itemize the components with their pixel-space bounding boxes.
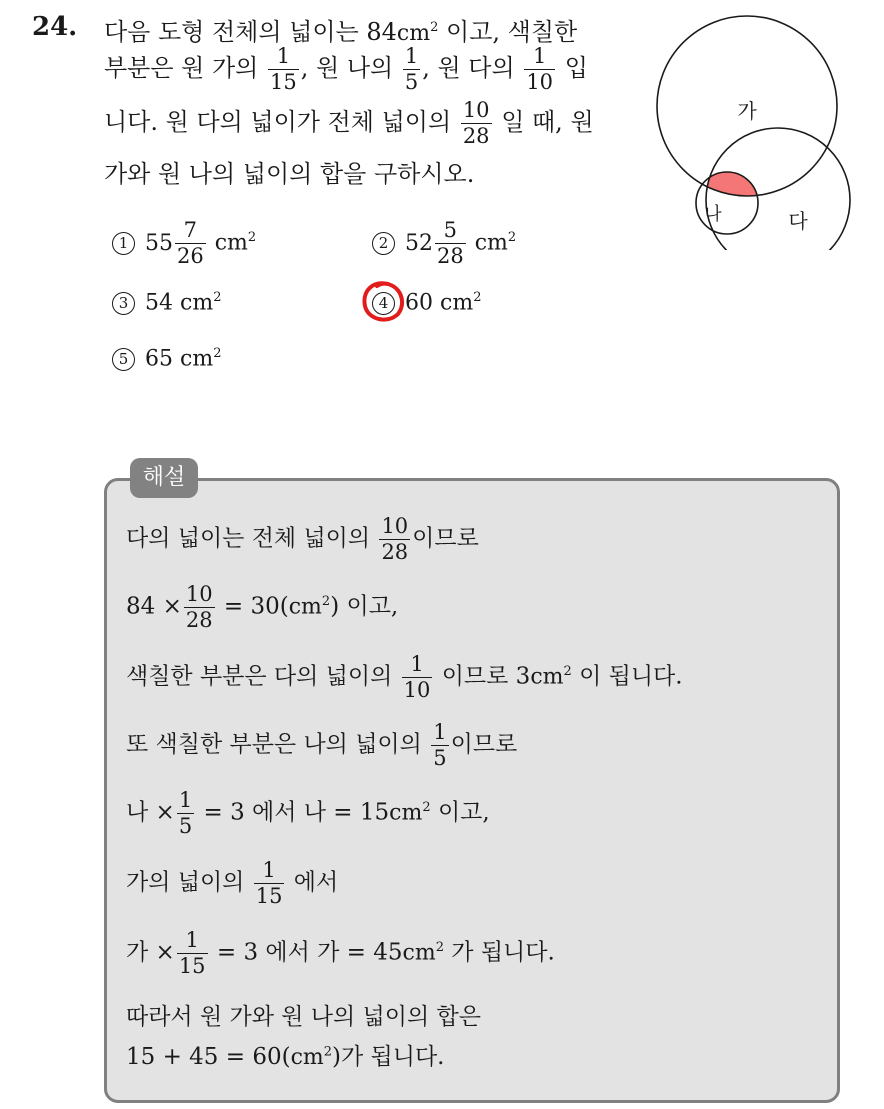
numerator: 1 xyxy=(402,654,433,678)
question-text: , 원 다의 xyxy=(422,54,515,82)
option-fraction xyxy=(435,220,466,267)
unit-exponent: 2 xyxy=(430,20,439,35)
solution-text: 이 됩니다. xyxy=(579,663,683,690)
question-text: 이고, 색칠한 xyxy=(446,18,578,46)
unit: cm xyxy=(402,940,436,966)
option-whole: 55 xyxy=(145,231,173,256)
option-2[interactable] xyxy=(372,220,516,267)
solution-text: = 3 에서 가 = 45 xyxy=(216,939,403,966)
solution-text: 다의 넓이는 전체 넓이의 xyxy=(126,525,371,552)
unit-exponent: 2 xyxy=(563,663,572,679)
question-text: , 원 나의 xyxy=(300,54,394,82)
numerator: 10 xyxy=(381,514,409,538)
fraction-da xyxy=(524,46,555,93)
unit-exponent: 2 xyxy=(323,1044,333,1060)
solution-text: 이므로 3 xyxy=(441,663,531,690)
solution-line-2 xyxy=(126,584,398,631)
question-text: 입 xyxy=(564,54,588,82)
unit-exponent: 2 xyxy=(473,290,482,305)
numerator: 1 xyxy=(404,44,419,68)
numerator: 1 xyxy=(524,46,555,70)
solution-text: 이고, xyxy=(437,799,490,826)
option-marker: 2 xyxy=(372,232,395,255)
fraction xyxy=(431,722,448,769)
numerator: 10 xyxy=(185,582,213,606)
unit-exponent: 2 xyxy=(435,939,444,955)
solution-text: 84 × xyxy=(126,593,182,620)
solution-text: 이므로 xyxy=(412,525,479,552)
option-1[interactable] xyxy=(112,220,256,267)
option-marker: 4 xyxy=(372,292,395,315)
denominator: 15 xyxy=(270,70,297,94)
question-line-3 xyxy=(104,100,594,147)
unit: cm xyxy=(180,346,214,372)
unit-exponent: 2 xyxy=(321,593,331,609)
unit-exponent: 2 xyxy=(507,230,517,246)
unit: cm xyxy=(288,594,322,620)
solution-text: 나 × xyxy=(126,799,175,826)
denominator: 10 xyxy=(526,70,554,94)
option-fraction xyxy=(175,220,206,267)
solution-text: 색칠한 부분은 다의 넓이의 xyxy=(126,663,393,690)
unit-exponent: 2 xyxy=(213,290,222,305)
shaded-region xyxy=(706,128,850,250)
solution-text: 15 + 45 = 60( xyxy=(126,1044,291,1070)
unit: cm xyxy=(530,664,564,690)
unit: cm xyxy=(474,230,508,256)
solution-text: 가의 넓이의 xyxy=(126,869,245,896)
question-text: 부분은 원 가의 xyxy=(104,54,259,82)
solution-line-4 xyxy=(126,722,517,769)
unit-exponent: 2 xyxy=(213,346,222,361)
label-na: 나 xyxy=(704,204,722,225)
option-marker: 1 xyxy=(112,232,135,255)
total-area-value: 84 xyxy=(366,18,397,46)
option-3[interactable] xyxy=(112,290,221,315)
numerator: 5 xyxy=(435,220,466,244)
question-text: 니다. 원 다의 넓이가 전체 넓이의 xyxy=(104,108,452,136)
solution-text: )가 됩니다. xyxy=(332,1044,445,1070)
question-line-1 xyxy=(104,12,577,47)
solution-tag: 해설 xyxy=(130,458,198,498)
option-marker: 3 xyxy=(112,292,135,315)
unit: cm xyxy=(290,1045,324,1070)
solution-line-6 xyxy=(126,860,338,907)
answer-circle-mark xyxy=(358,276,408,326)
unit: cm xyxy=(440,290,474,316)
numerator: 10 xyxy=(462,98,490,122)
numerator: 1 xyxy=(254,860,285,884)
question-line-4: 가와 원 나의 넓이의 합을 구하시오. xyxy=(104,160,475,188)
denominator: 28 xyxy=(381,540,409,564)
fraction xyxy=(402,654,433,701)
solution-text: = 3 에서 나 = 15 xyxy=(203,799,390,826)
question-text: 일 때, 원 xyxy=(501,108,594,136)
fraction-ga xyxy=(268,46,299,93)
option-marker: 5 xyxy=(112,348,135,371)
solution-line-9 xyxy=(126,1038,445,1071)
solution-line-1 xyxy=(126,516,479,563)
unit-exponent: 2 xyxy=(247,230,257,246)
denominator: 15 xyxy=(178,954,206,978)
fraction-ratio xyxy=(461,100,492,147)
numerator: 7 xyxy=(175,220,206,244)
fraction xyxy=(177,790,194,837)
solution-text: ) 이고, xyxy=(330,593,399,620)
circles-diagram xyxy=(650,10,860,250)
solution-text: 가 × xyxy=(126,939,175,966)
fraction xyxy=(184,584,215,631)
unit-exponent: 2 xyxy=(422,799,431,815)
denominator: 5 xyxy=(433,746,447,770)
solution-text: 이므로 xyxy=(450,731,518,758)
question-line-2 xyxy=(104,46,588,93)
fraction xyxy=(254,860,285,907)
option-value: 54 xyxy=(145,290,173,316)
solution-line-7 xyxy=(126,930,555,977)
solution-line-5 xyxy=(126,790,490,837)
numerator: 1 xyxy=(433,720,447,744)
solution-text: 가 됩니다. xyxy=(451,939,555,966)
unit: cm xyxy=(389,800,423,826)
option-5[interactable] xyxy=(112,346,221,371)
solution-text: 또 색칠한 부분은 나의 넓이의 xyxy=(126,731,422,758)
denominator: 15 xyxy=(255,884,283,908)
option-value: 60 xyxy=(405,290,433,316)
denominator: 5 xyxy=(404,70,419,94)
unit: cm xyxy=(396,21,431,46)
label-ga: 가 xyxy=(737,99,757,123)
unit: cm xyxy=(214,230,248,256)
numerator: 1 xyxy=(268,46,299,70)
denominator: 5 xyxy=(178,814,193,838)
fraction xyxy=(379,516,410,563)
numerator: 1 xyxy=(177,930,208,954)
denominator: 10 xyxy=(403,678,431,702)
solution-text: 에서 xyxy=(293,869,339,896)
option-whole: 52 xyxy=(405,231,433,256)
fraction xyxy=(177,930,208,977)
numerator: 1 xyxy=(178,788,193,812)
solution-line-3 xyxy=(126,654,683,701)
solution-text: = 30( xyxy=(223,593,289,620)
option-value: 65 xyxy=(145,346,173,372)
solution-line-8: 따라서 원 가와 원 나의 넓이의 합은 xyxy=(126,1004,481,1030)
denominator: 26 xyxy=(177,244,204,268)
fraction-na xyxy=(403,46,420,93)
label-da: 다 xyxy=(788,209,808,233)
denominator: 28 xyxy=(185,608,213,632)
question-number: 24. xyxy=(32,12,78,42)
unit: cm xyxy=(180,290,214,316)
denominator: 28 xyxy=(462,124,490,148)
question-text: 다음 도형 전체의 넓이는 xyxy=(104,18,359,46)
denominator: 28 xyxy=(437,244,464,268)
